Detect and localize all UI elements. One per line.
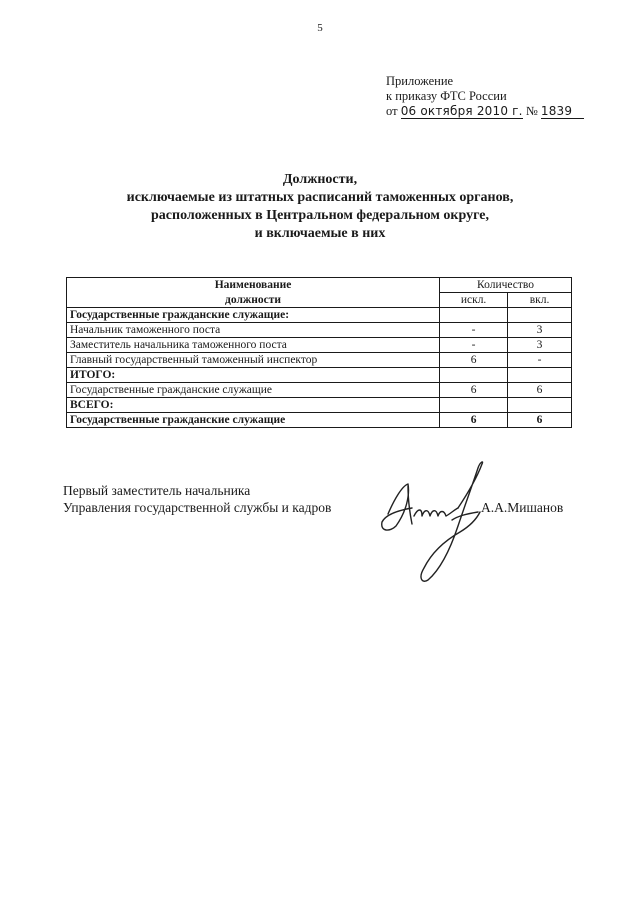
table-row-section-civil — [67, 308, 572, 323]
table-row-subtotal — [67, 383, 572, 398]
subtotal-label: ИТОГО: — [67, 368, 440, 383]
row-included: - — [508, 353, 572, 368]
subtotal-included: 6 — [508, 383, 572, 398]
header-quantity: Количество — [440, 278, 572, 293]
appendix-date-line — [386, 104, 584, 119]
empty-cell — [508, 308, 572, 323]
document-title — [0, 171, 640, 243]
appendix-from-label: от — [386, 104, 398, 118]
appendix-block — [386, 74, 584, 119]
signatory-position-line1: Первый заместитель начальника — [63, 483, 251, 498]
empty-cell — [508, 368, 572, 383]
table-row-subtotal-label — [67, 368, 572, 383]
header-included: вкл. — [508, 293, 572, 308]
title-line-1: Должности, — [282, 172, 358, 187]
signatory-position-line2: Управления государственной службы и кадров — [63, 500, 332, 515]
signatory-position — [63, 482, 331, 516]
table-row-total — [67, 413, 572, 428]
title-line-2: исключаемые из штатных расписаний таможенных органов, — [126, 190, 514, 205]
table-header-row — [67, 278, 572, 293]
positions-table — [66, 277, 572, 428]
title-line-4: и включаемые в них — [254, 226, 386, 241]
row-position-name: Начальник таможенного поста — [67, 323, 440, 338]
appendix-order-ref: к приказу ФТС России — [386, 89, 507, 103]
row-included: 3 — [508, 323, 572, 338]
appendix-number: 1839 — [541, 105, 584, 119]
total-excluded: 6 — [440, 413, 508, 428]
table-row — [67, 323, 572, 338]
row-position-name: Главный государственный таможенный инспектор — [67, 353, 440, 368]
empty-cell — [440, 398, 508, 413]
row-included: 3 — [508, 338, 572, 353]
row-excluded: - — [440, 338, 508, 353]
header-name-line1: Наименование — [67, 278, 440, 293]
empty-cell — [508, 398, 572, 413]
page-number: 5 — [317, 22, 323, 34]
row-excluded: - — [440, 323, 508, 338]
total-name: Государственные гражданские служащие — [67, 413, 440, 428]
appendix-number-label: № — [525, 104, 538, 118]
table-row — [67, 353, 572, 368]
row-position-name: Заместитель начальника таможенного поста — [67, 338, 440, 353]
table-row — [67, 338, 572, 353]
empty-cell — [440, 368, 508, 383]
subtotal-excluded: 6 — [440, 383, 508, 398]
empty-cell — [440, 308, 508, 323]
table-subheader-row — [67, 293, 572, 308]
row-excluded: 6 — [440, 353, 508, 368]
handwritten-signature-icon — [366, 456, 496, 586]
header-excluded: искл. — [440, 293, 508, 308]
total-label: ВСЕГО: — [67, 398, 440, 413]
total-included: 6 — [508, 413, 572, 428]
table-row-total-label — [67, 398, 572, 413]
title-line-3: расположенных в Центральном федеральном округе, — [151, 208, 489, 223]
header-name-line2: должности — [67, 293, 440, 308]
section-civil-label: Государственные гражданские служащие: — [67, 308, 440, 323]
signatory-name: А.А.Мишанов — [481, 500, 564, 515]
subtotal-name: Государственные гражданские служащие — [67, 383, 440, 398]
appendix-title: Приложение — [386, 74, 454, 88]
appendix-date: 06 октября 2010 г. — [400, 104, 523, 118]
